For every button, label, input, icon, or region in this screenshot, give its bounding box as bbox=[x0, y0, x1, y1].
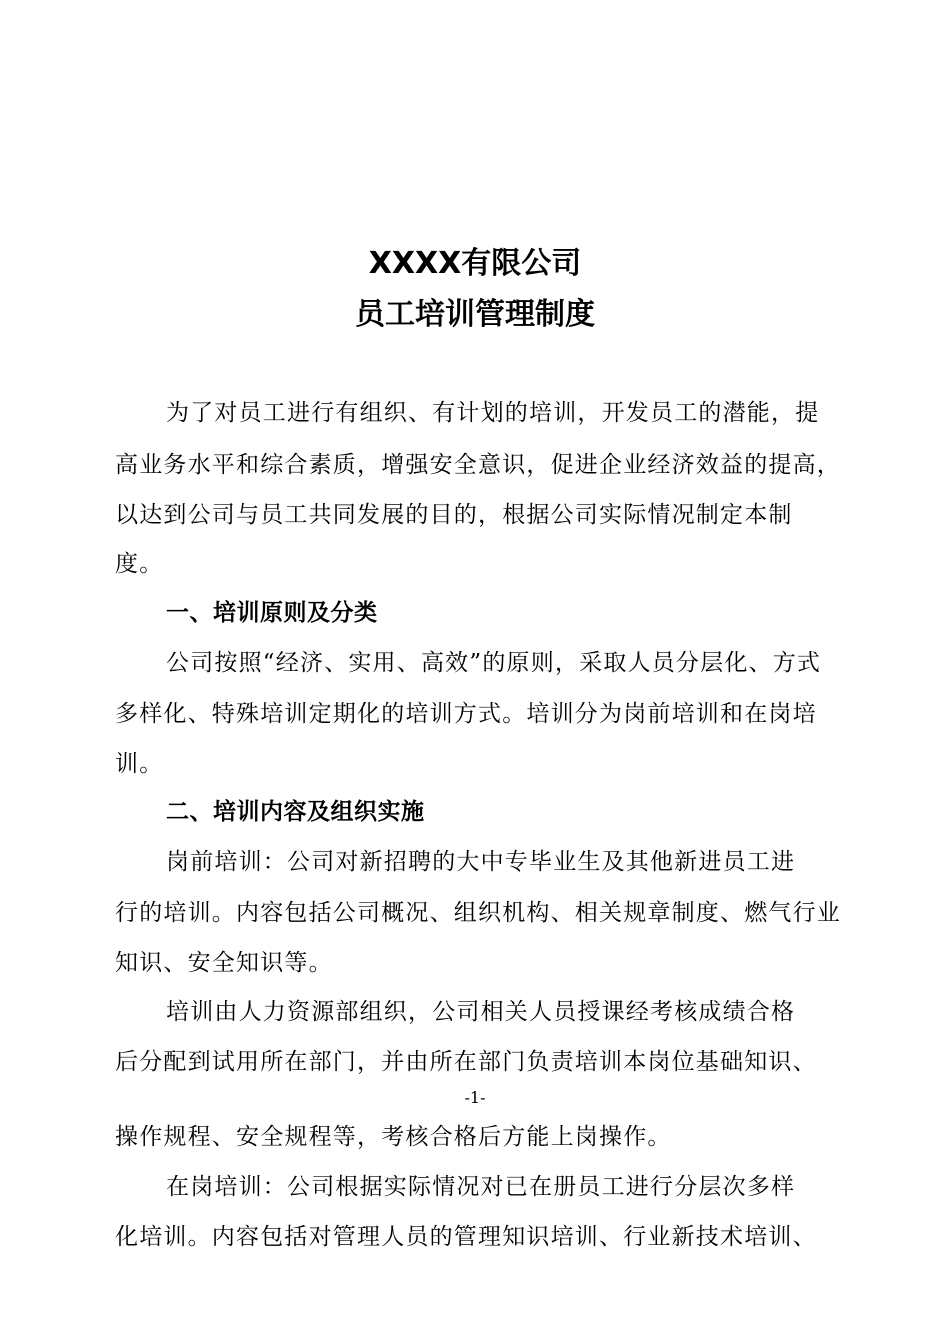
paragraph-line: 培训由人力资源部组织，公司相关人员授课经考核成绩合格 bbox=[166, 999, 796, 1025]
paragraph-line: 公司按照“经济、实用、高效”的原则，采取人员分层化、方式 bbox=[166, 650, 822, 676]
paragraph-line: 为了对员工进行有组织、有计划的培训，开发员工的潜能，提 bbox=[166, 400, 820, 426]
section-heading-1: 一、培训原则及分类 bbox=[166, 600, 378, 626]
paragraph-line: 高业务水平和综合素质，增强安全意识，促进企业经济效益的提高， bbox=[115, 452, 841, 478]
company-title: XXXX有限公司 bbox=[368, 246, 582, 281]
paragraph-line: 多样化、特殊培训定期化的培训方式。培训分为岗前培训和在岗培 bbox=[115, 701, 817, 727]
paragraph-line: 以达到公司与员工共同发展的目的，根据公司实际情况制定本制 bbox=[115, 502, 793, 528]
paragraph-line: 后分配到试用所在部门，并由所在部门负责培训本岗位基础知识、 bbox=[115, 1049, 817, 1075]
document-title: 员工培训管理制度 bbox=[355, 297, 595, 332]
paragraph-line: 度。 bbox=[115, 551, 164, 577]
paragraph-line: 化培训。内容包括对管理人员的管理知识培训、行业新技术培训、 bbox=[115, 1224, 817, 1250]
paragraph-line: 行的培训。内容包括公司概况、组织机构、相关规章制度、燃气行业 bbox=[115, 900, 841, 926]
paragraph-line: 操作规程、安全规程等，考核合格后方能上岗操作。 bbox=[115, 1124, 672, 1150]
paragraph-line: 知识、安全知识等。 bbox=[115, 950, 333, 976]
paragraph-line: 岗前培训：公司对新招聘的大中专毕业生及其他新进员工进 bbox=[166, 849, 796, 875]
page-number: -1- bbox=[464, 1088, 486, 1107]
section-heading-2: 二、培训内容及组织实施 bbox=[166, 799, 425, 825]
paragraph-line: 训。 bbox=[115, 751, 164, 777]
paragraph-line: 在岗培训：公司根据实际情况对已在册员工进行分层次多样 bbox=[166, 1174, 796, 1200]
